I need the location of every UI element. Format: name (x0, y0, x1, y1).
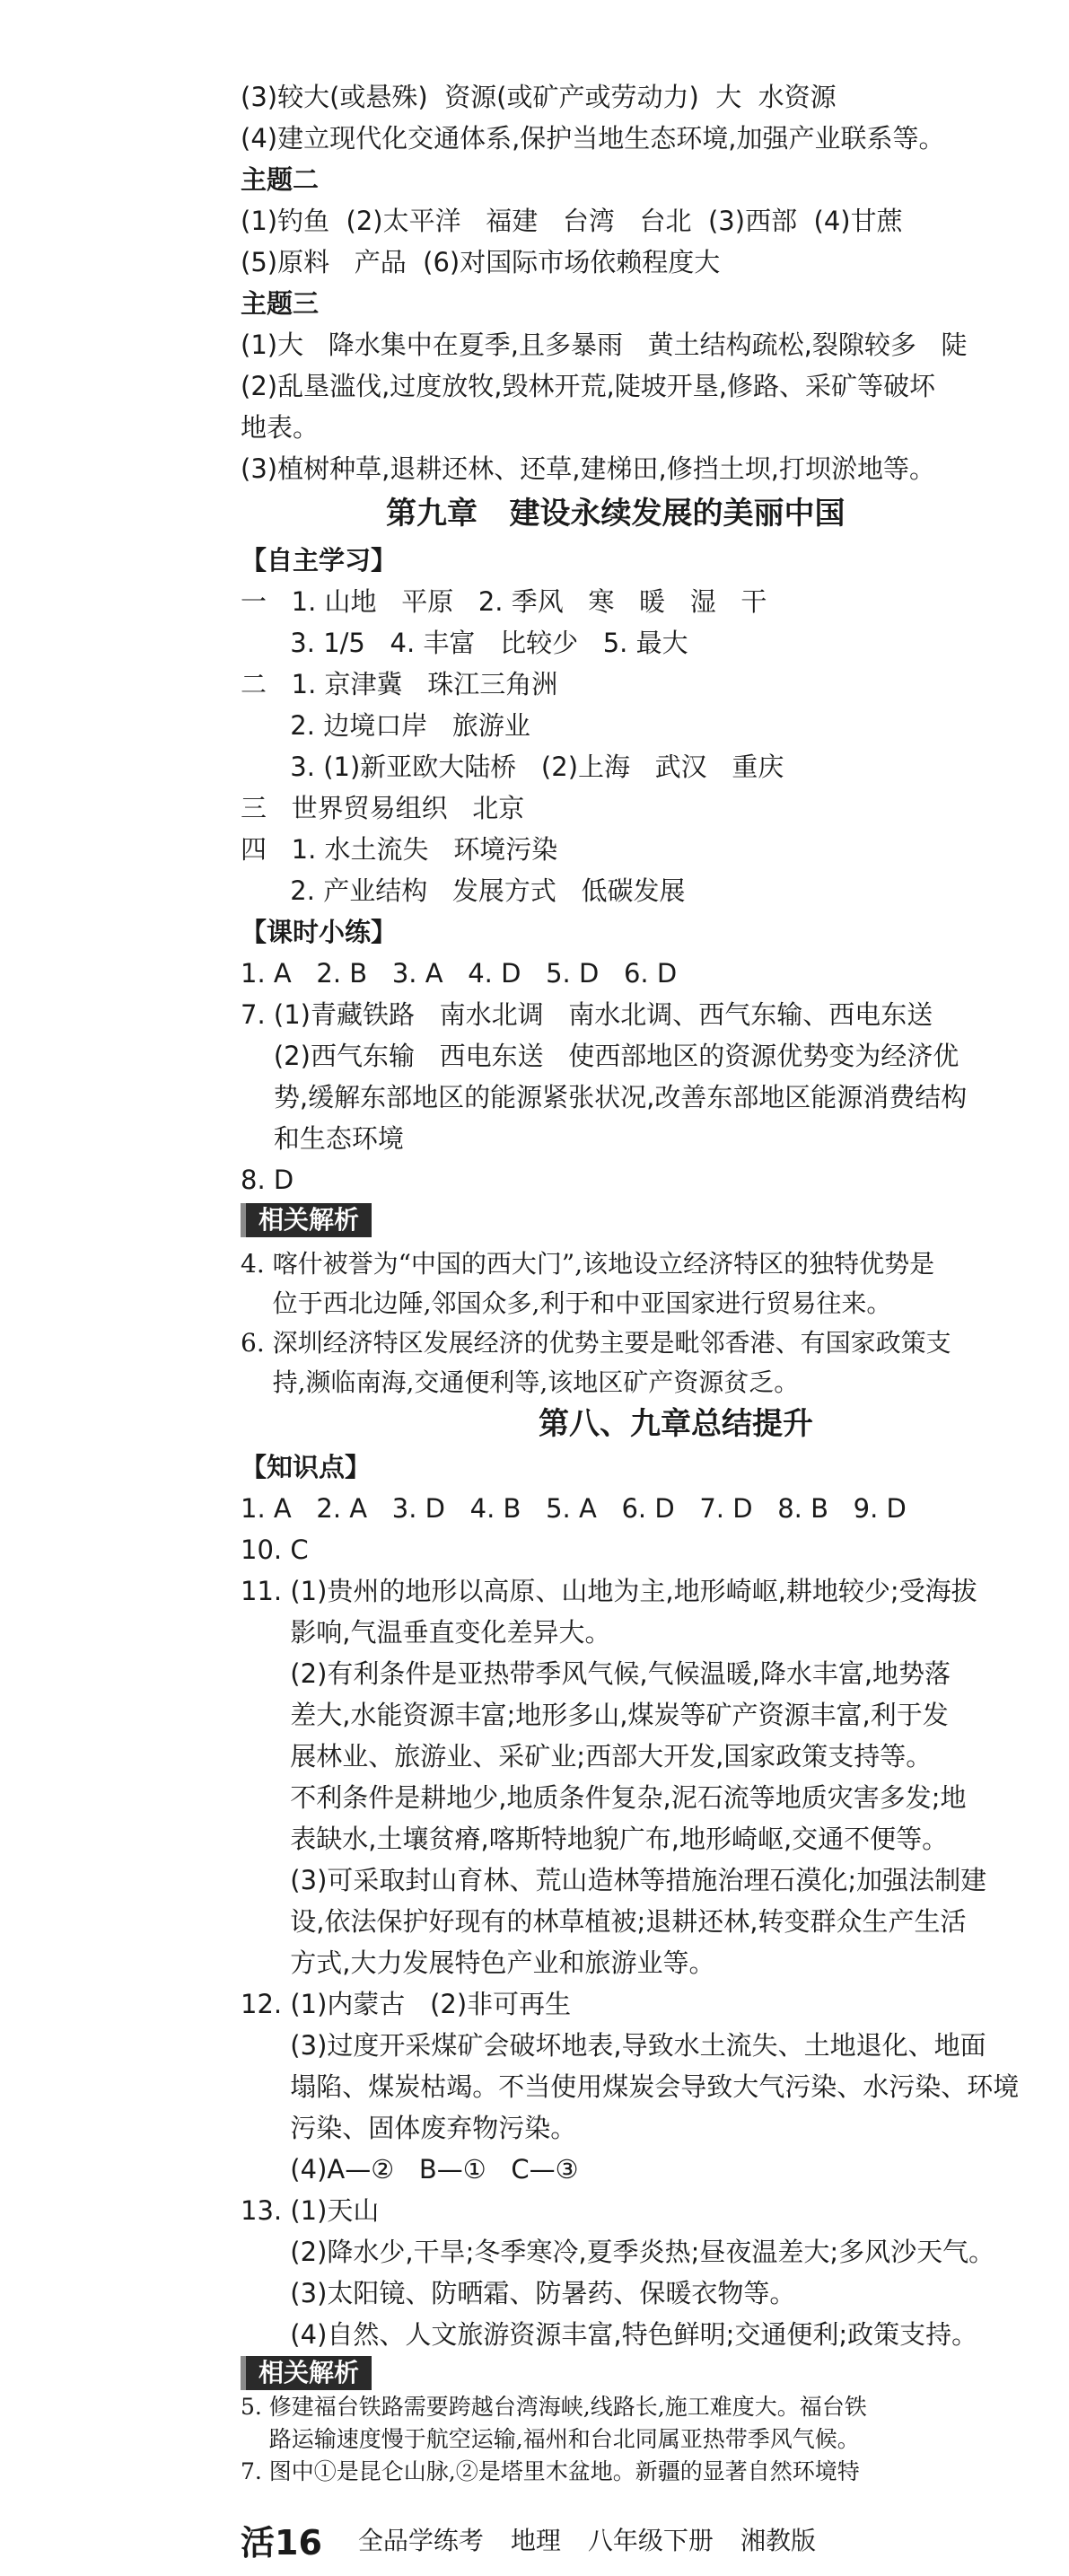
answer-line: 展林业、旅游业、采矿业;西部大开发,国家政策支持等。 (241, 1741, 933, 1772)
answer-line: (3)可采取封山育林、荒山造林等措施治理石漠化;加强法制建 (241, 1865, 987, 1895)
answer-line: 2. 边境口岸 旅游业 (241, 710, 530, 741)
answer-line: 势,缓解东部地区的能源紧张状况,改善东部地区能源消费结构 (241, 1082, 968, 1112)
answer-line: (4)自然、人文旅游资源丰富,特色鲜明;交通便利;政策支持。 (241, 2319, 978, 2350)
answer-line: 1. A 2. B 3. A 4. D 5. D 6. D (241, 958, 678, 989)
answer-line: 一 1. 山地 平原 2. 季风 寒 暖 湿 干 (241, 586, 767, 617)
footer-brand: 全品学练考 (357, 2526, 484, 2555)
answer-line: (3)太阳镜、防晒霜、防暑药、保暖衣物等。 (241, 2278, 796, 2308)
answer-line: 11. (1)贵州的地形以高原、山地为主,地形崎岖,耕地较少;受海拔 (241, 1576, 977, 1606)
answer-line: 二 1. 京津冀 珠江三角洲 (241, 669, 558, 699)
analysis-line: 持,濒临南海,交通便利等,该地区矿产资源贫乏。 (241, 1367, 800, 1397)
analysis-line: 位于西北边陲,邻国众多,利于和中亚国家进行贸易往来。 (241, 1288, 892, 1318)
answer-line: 8. D (241, 1165, 294, 1195)
answer-line: 地表。 (241, 412, 320, 443)
answer-line: (3)较大(或悬殊) 资源(或矿产或劳动力) 大 水资源 (241, 82, 837, 112)
topic3-title: 主题三 (241, 288, 320, 319)
summary-title: 第八、九章总结提升 (539, 1406, 813, 1442)
answer-line: 影响,气温垂直变化差异大。 (241, 1617, 611, 1648)
answer-line: 10. C (241, 1534, 309, 1565)
answer-line: (2)西气东输 西电东送 使西部地区的资源优势变为经济优 (241, 1041, 959, 1071)
analysis-tag: 相关解析 (241, 2356, 372, 2390)
answer-line: (1)大 降水集中在夏季,且多暴雨 黄土结构疏松,裂隙较多 陡 (241, 330, 968, 360)
analysis-line: 7. 图中①是昆仑山脉,②是塔里木盆地。新疆的显著自然环境特 (241, 2458, 860, 2484)
answer-line: 12. (1)内蒙古 (2)非可再生 (241, 1989, 572, 2019)
answer-line: (3)过度开采煤矿会破坏地表,导致水土流失、土地退化、地面 (241, 2030, 986, 2061)
answer-line: 表缺水,土壤贫瘠,喀斯特地貌广布,地形崎岖,交通不便等。 (241, 1824, 949, 1854)
section-knowledge: 【知识点】 (241, 1452, 372, 1482)
footer-grade: 八年级下册 (587, 2526, 714, 2555)
answer-line: 污染、固体废弃物污染。 (241, 2113, 577, 2143)
chapter-title: 第九章 建设永续发展的美丽中国 (386, 496, 846, 532)
answer-line: 7. (1)青藏铁路 南水北调 南水北调、西气东输、西电东送 (241, 999, 933, 1030)
answer-line: 三 世界贸易组织 北京 (241, 793, 525, 823)
analysis-line: 4. 喀什被誉为“中国的西大门”,该地设立经济特区的独特优势是 (241, 1249, 935, 1279)
section-self-study: 【自主学习】 (241, 545, 398, 576)
answer-line: (5)原料 产品 (6)对国际市场依赖程度大 (241, 247, 721, 277)
answer-line: 1. A 2. A 3. D 4. B 5. A 6. D 7. D 8. B 9. D (241, 1493, 907, 1524)
topic2-title: 主题二 (241, 164, 320, 195)
answer-line: 不利条件是耕地少,地质条件复杂,泥石流等地质灾害多发;地 (241, 1782, 967, 1813)
answer-line: 差大,水能资源丰富;地形多山,煤炭等矿产资源丰富,利于发 (241, 1700, 949, 1730)
footer-edition: 湘教版 (740, 2526, 816, 2555)
answer-line: (4)建立现代化交通体系,保护当地生态环境,加强产业联系等。 (241, 123, 945, 154)
answer-line: (2)降水少,干旱;冬季寒冷,夏季炎热;昼夜温差大;多风沙天气。 (241, 2237, 995, 2267)
answer-line: (2)乱垦滥伐,过度放牧,毁林开荒,陡坡开垦,修路、采矿等破坏 (241, 371, 935, 401)
analysis-line: 路运输速度慢于航空运输,福州和台北同属亚热带季风气候。 (241, 2426, 860, 2452)
answer-line: (1)钓鱼 (2)太平洋 福建 台湾 台北 (3)西部 (4)甘蔗 (241, 206, 903, 236)
answer-line: 设,依法保护好现有的林草植被;退耕还林,转变群众生产生活 (241, 1906, 967, 1937)
answer-line: 四 1. 水土流失 环境污染 (241, 834, 558, 865)
answer-line: (4)A—② B—① C—③ (241, 2154, 579, 2185)
section-practice: 【课时小练】 (241, 917, 398, 947)
answer-line: 2. 产业结构 发展方式 低碳发展 (241, 875, 686, 906)
answer-line: (3)植树种草,退耕还林、还草,建梯田,修挡土坝,打坝淤地等。 (241, 453, 935, 484)
answer-line: 和生态环境 (241, 1123, 404, 1154)
analysis-line: 6. 深圳经济特区发展经济的优势主要是毗邻香港、有国家政策支 (241, 1328, 951, 1358)
answer-line: 3. 1/5 4. 丰富 比较少 5. 最大 (241, 628, 688, 658)
answer-line: 13. (1)天山 (241, 2195, 380, 2226)
page-footer (241, 2514, 843, 2564)
answer-line: 方式,大力发展特色产业和旅游业等。 (241, 1947, 715, 1978)
footer-subject: 地理 (510, 2526, 561, 2555)
answer-line: 塌陷、煤炭枯竭。不当使用煤炭会导致大气污染、水污染、环境 (241, 2071, 1020, 2102)
analysis-tag: 相关解析 (241, 1203, 372, 1237)
answer-line: 3. (1)新亚欧大陆桥 (2)上海 武汉 重庆 (241, 752, 784, 782)
analysis-line: 5. 修建福台铁路需要跨越台湾海峡,线路长,施工难度大。福台铁 (241, 2394, 867, 2420)
answer-line: (2)有利条件是亚热带季风气候,气候温暖,降水丰富,地势落 (241, 1658, 951, 1689)
footer-logo: 活16 (241, 2522, 322, 2563)
